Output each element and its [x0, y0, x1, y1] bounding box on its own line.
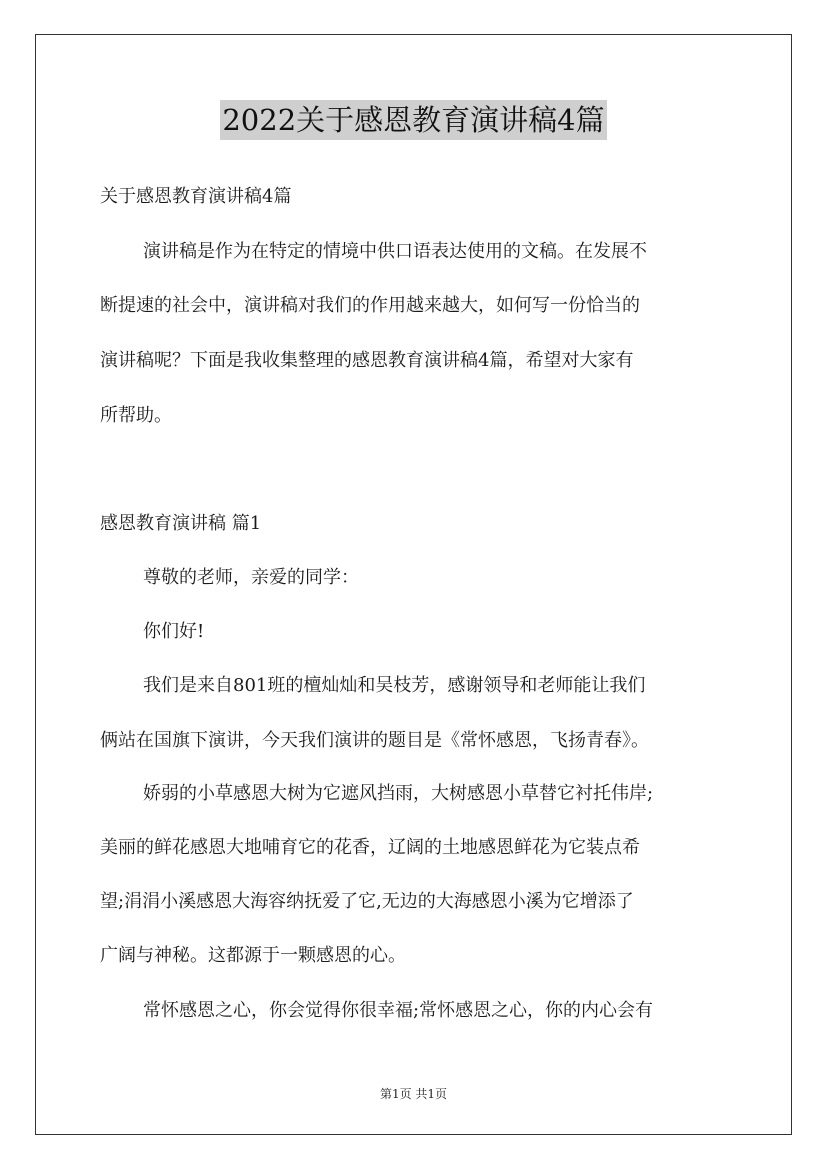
intro-line-2: 断提速的社会中，演讲稿对我们的作用越来越大，如何写一份恰当的 [100, 295, 640, 316]
document-title: 2022关于感恩教育演讲稿4篇 [220, 100, 606, 140]
para2-line-4: 广阔与神秘。这都源于一颗感恩的心。 [100, 945, 406, 966]
para3-line-1: 常怀感恩之心，你会觉得你很幸福;常怀感恩之心，你的内心会有 [143, 1000, 654, 1021]
para2-line-1: 娇弱的小草感恩大树为它遮风挡雨，大树感恩小草替它衬托伟岸; [143, 783, 654, 804]
para1-line-2: 俩站在国旗下演讲，今天我们演讲的题目是《常怀感恩，飞扬青春》。 [100, 730, 649, 751]
para2-line-3: 望;涓涓小溪感恩大海容纳抚爱了它,无边的大海感恩小溪为它增添了 [100, 891, 634, 912]
intro-line-1: 演讲稿是作为在特定的情境中供口语表达使用的文稿。在发展不 [143, 241, 647, 262]
greeting: 尊敬的老师，亲爱的同学： [143, 567, 359, 588]
intro-line-4: 所帮助。 [100, 405, 172, 426]
para1-line-1: 我们是来自801班的檀灿灿和吴枝芳，感谢领导和老师能让我们 [143, 675, 646, 696]
page-footer: 第1页 共1页 [379, 1087, 448, 1101]
section-heading: 感恩教育演讲稿 篇1 [100, 513, 262, 534]
para2-line-2: 美丽的鲜花感恩大地哺育它的花香，辽阔的土地感恩鲜花为它装点希 [100, 837, 640, 858]
document-subtitle: 关于感恩教育演讲稿4篇 [100, 186, 292, 207]
document-title-wrap [0, 100, 827, 140]
hello: 你们好! [143, 621, 205, 642]
intro-line-3: 演讲稿呢？下面是我收集整理的感恩教育演讲稿4篇，希望对大家有 [100, 350, 634, 371]
